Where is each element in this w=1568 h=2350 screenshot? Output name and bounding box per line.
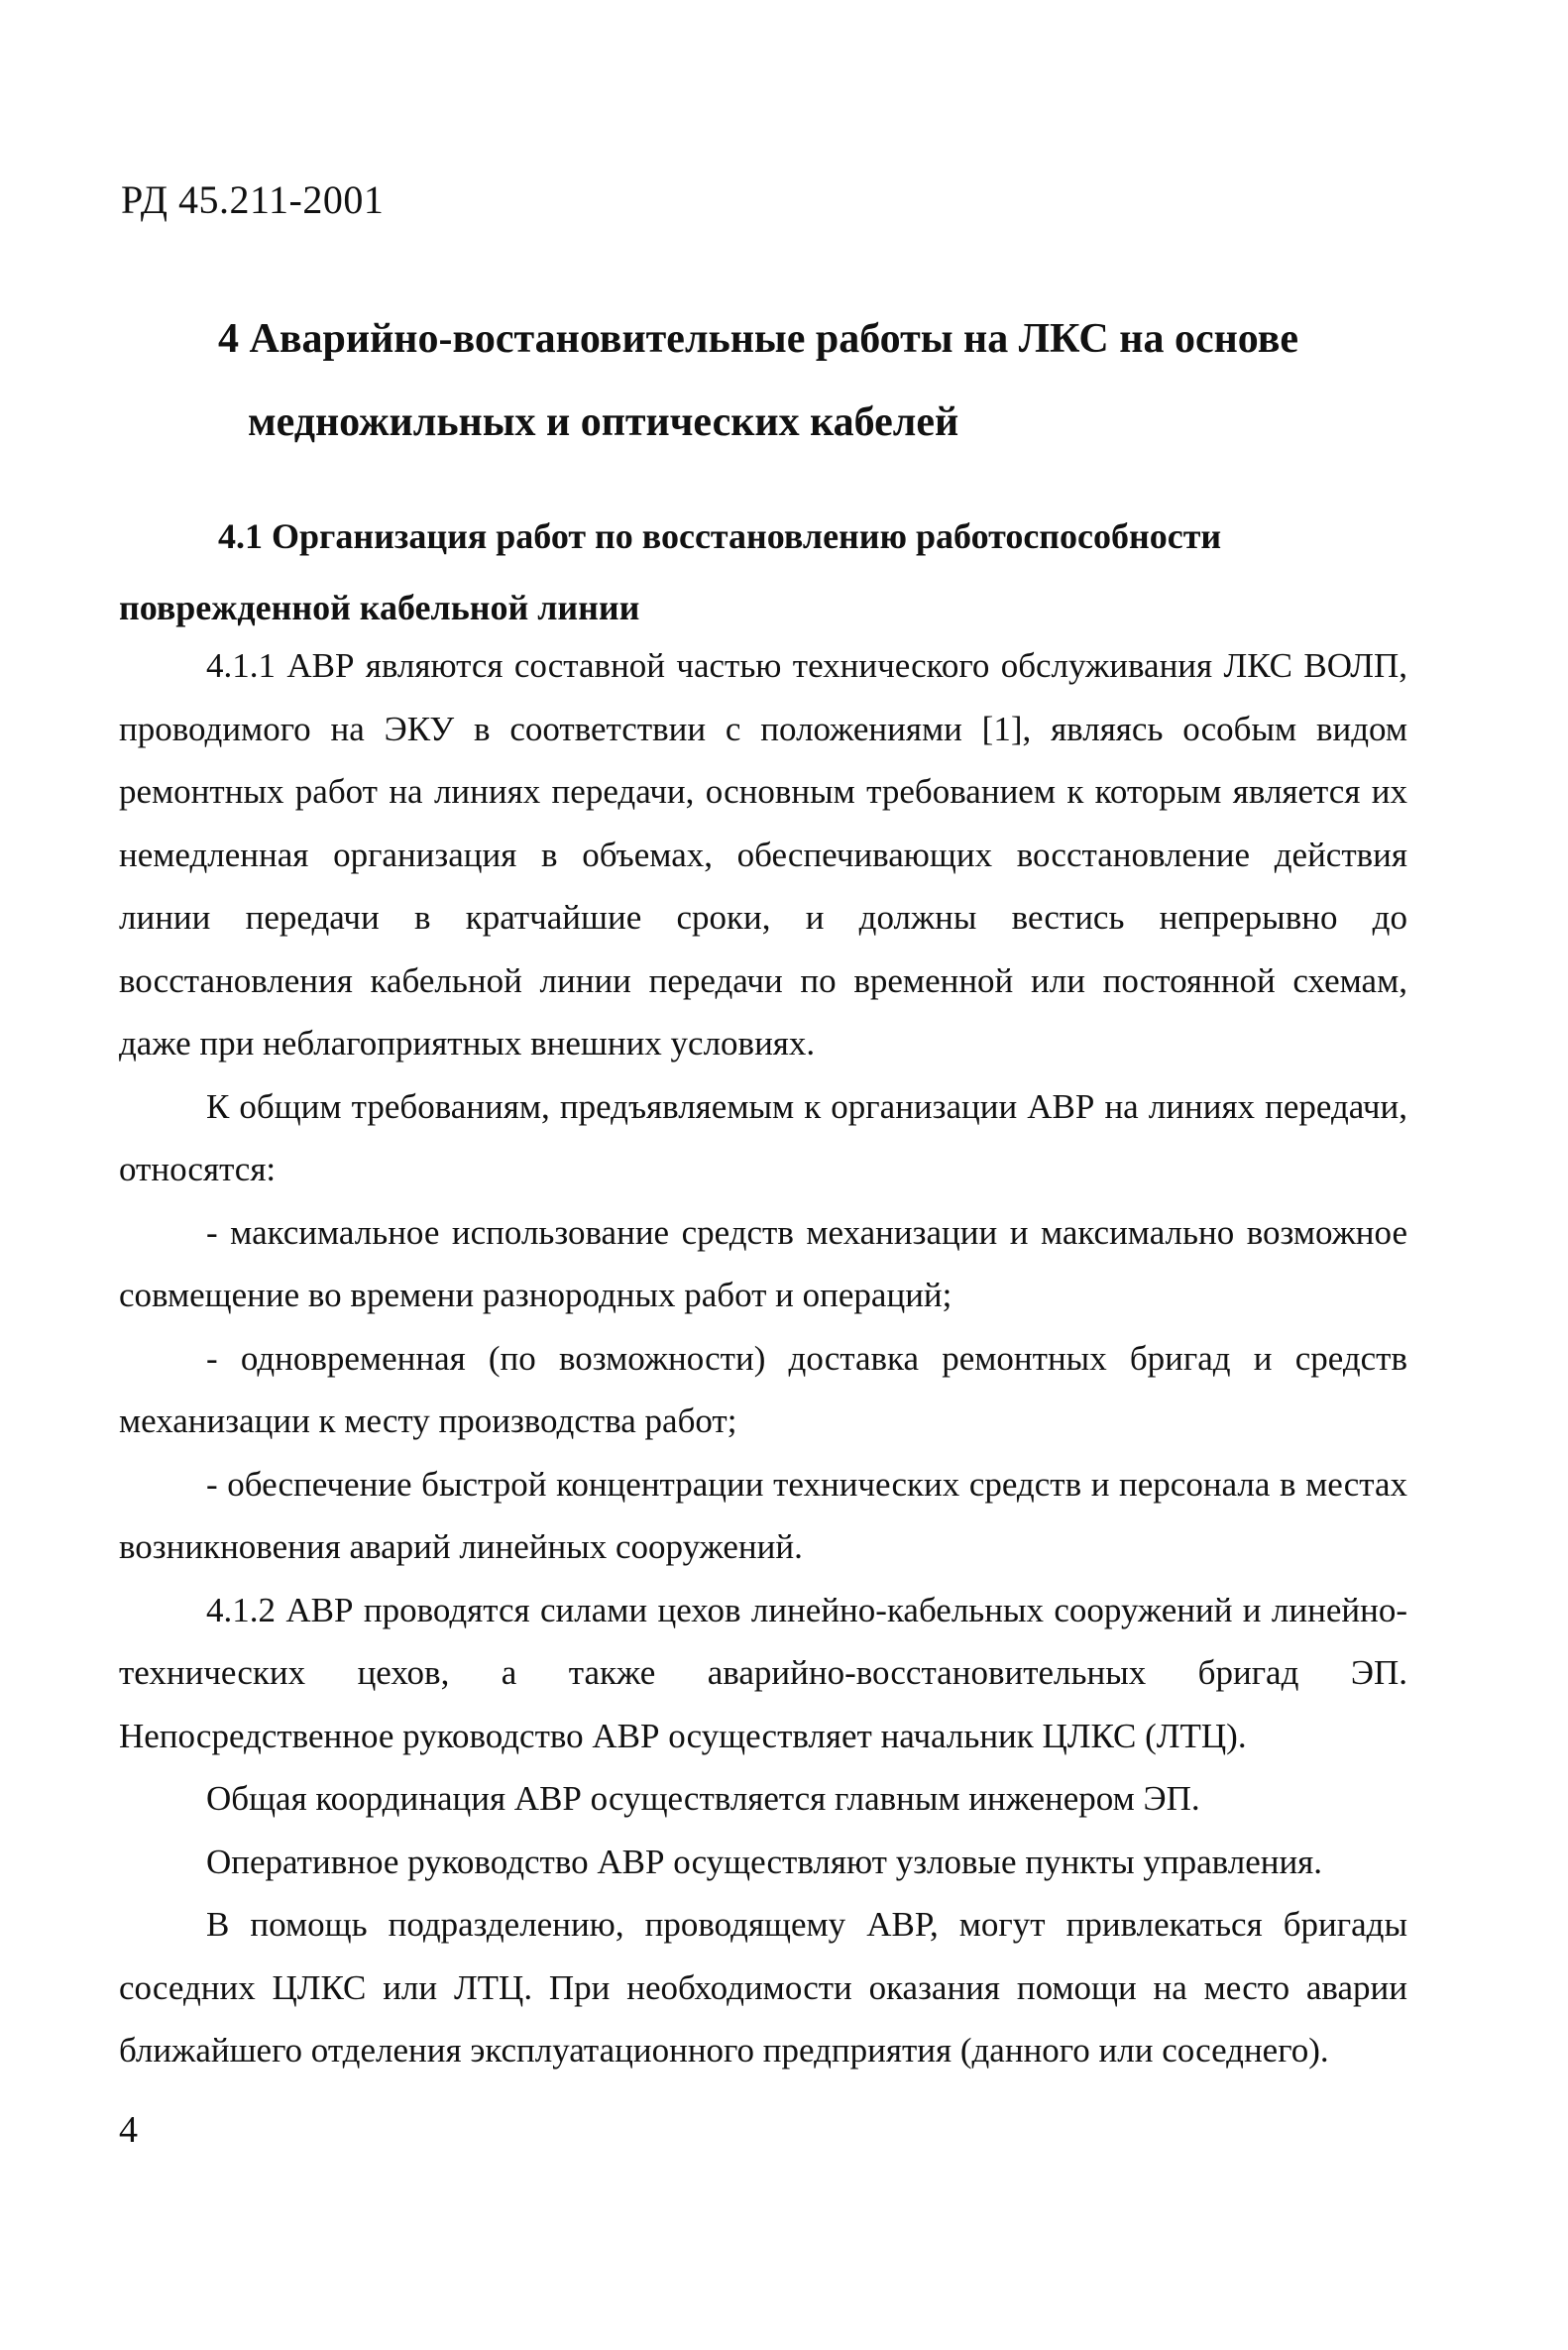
section-heading-line-2: медножильных и оптических кабелей — [248, 399, 959, 445]
list-item-concentration: - обеспечение быстрой концентрации технических средств и персонала в местах возникновения аварий линейных сооружений. — [119, 1464, 1407, 1566]
page-number: 4 — [119, 2109, 138, 2151]
paragraph-operational-management: Оперативное руководство АВР осуществляют узловые пункты управления. — [206, 1842, 1323, 1881]
paragraph-coordination: Общая координация АВР осуществляется главным инженером ЭП. — [206, 1779, 1200, 1818]
list-item-mechanization: - максимальное использование средств механизации и максимально возможное совмещение во времени разнородных работ и операций; — [119, 1212, 1407, 1314]
paragraph-general-requirements: К общим требованиям, предъявляемым к организации АВР на линиях передачи, относятся: — [119, 1086, 1407, 1188]
list-item-delivery: - одновременная (по возможности) доставка ремонтных бригад и средств механизации к месту производства работ; — [119, 1338, 1407, 1440]
section-heading — [218, 297, 1348, 464]
paragraph-4-1-1: 4.1.1 АВР являются составной частью технического обслуживания ЛКС ВОЛП, проводимого на ЭКУ в соответствии с положениями [1], являясь особым видом ремонтных работ на линиях передачи, основным требованием к которым является их немедленная организация в объемах, обеспечивающих восстановление действия линии передачи в кратчайшие сроки, и должны вестись непрерывно до восстановления кабельной линии передачи по временной или постоянной схемам, даже при неблагоприятных внешних условиях. — [119, 646, 1407, 1063]
body-text — [119, 634, 1407, 2082]
section-heading-line-1: 4 Аварийно-востановительные работы на ЛКС на основе — [218, 316, 1299, 362]
subsection-heading-line-2: поврежденной кабельной линии — [119, 588, 640, 627]
subsection-heading — [119, 501, 1407, 643]
paragraph-4-1-2: 4.1.2 АВР проводятся силами цехов линейно-кабельных сооружений и линейно-технических цехов, а также аварийно-восстановительных бригад ЭП. Непосредственное руководство АВР осуществляет начальник ЦЛКС (ЛТЦ). — [119, 1590, 1407, 1755]
paragraph-assistance: В помощь подразделению, проводящему АВР, могут привлекаться бригады соседних ЦЛКС или ЛТЦ. При необходимости оказания помощи на место аварии ближайшего отделения эксплуатационного предприятия (данного или соседнего). — [119, 1905, 1407, 2070]
subsection-heading-line-1: 4.1 Организация работ по восстановлению работоспособности — [218, 516, 1222, 556]
document-code: РД 45.211-2001 — [121, 177, 385, 222]
